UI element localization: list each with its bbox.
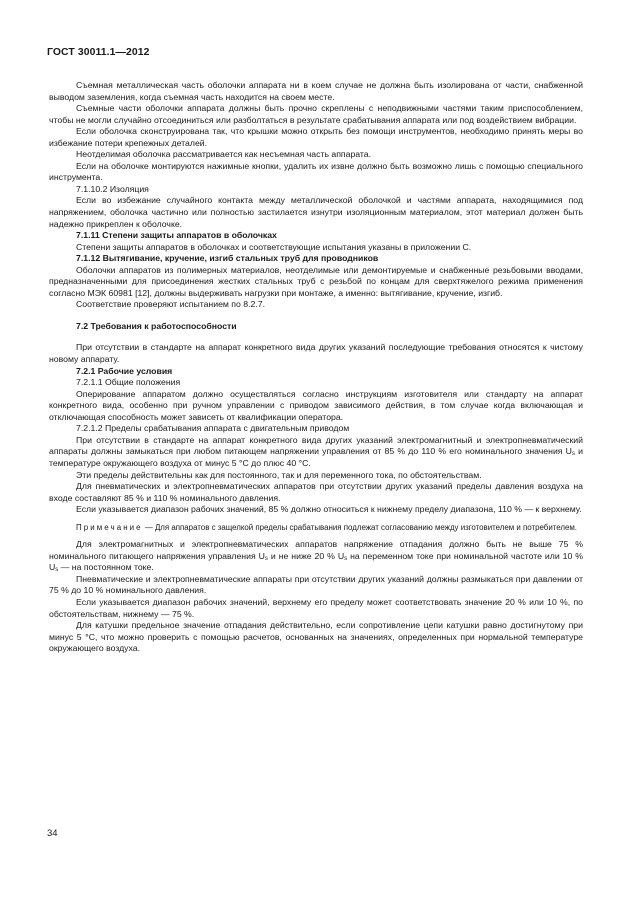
- note-label: Примечание: [76, 522, 143, 532]
- paragraph: Если на оболочке монтируются нажимные кнопки, удалить их извне должно быть возможно лишь с помощью специального инструмента.: [49, 160, 583, 183]
- paragraph-text: и температуре окружающего воздуха от минус 5 °С до плюс 40 °С.: [49, 446, 583, 468]
- paragraph: Если оболочка сконструирована так, что крышки можно открыть без помощи инструментов, необходимо принять меры во избежание потери крепежных деталей.: [49, 126, 583, 148]
- subscript: s: [55, 567, 59, 574]
- subsection-heading: 7.2.1.1 Общие положения: [76, 377, 181, 388]
- paragraph-text: и не ниже 20 % U: [267, 550, 345, 561]
- paragraph: Для пневматических и электропневматических аппаратов при отсутствии других указаний пределы давления воздуха на входе составляют 85 % и 110 % номинального давления.: [49, 481, 583, 503]
- paragraph-text: — на постоянном токе.: [58, 562, 154, 573]
- paragraph: Если указывается диапазон рабочих значений, 85 % должно относиться к нижнему пределу диапазона, 110 % — к верхнему.: [76, 504, 582, 515]
- subsection-heading: 7.1.10.2 Изоляция: [76, 183, 149, 194]
- paragraph: Если во избежание случайного контакта между металлической оболочкой и частями аппарата, находящимися под напряжением, оболочка частично или полностью застилается изнутри изоляционным материалом, этот материал должен быть надежно прикреплен к оболочке.: [49, 195, 583, 229]
- subscript: s: [571, 451, 575, 458]
- paragraph: [49, 435, 583, 470]
- section-heading: 7.1.12 Вытягивание, кручение, изгиб стальных труб для проводников: [76, 253, 379, 264]
- paragraph-text: При отсутствии в стандарте на аппарат конкретного вида других указаний электромагнитный и электропневматический аппараты должны замыкаться при любом питающем напряжении управления от 85 % до 110 % его номинального значения U: [49, 434, 583, 457]
- paragraph: Съемные части оболочки аппарата должны быть прочно скреплены с неподвижными частями таким приспособлением, чтобы не могли случайно отсоединиться или разболтаться в результате срабатывания аппарата или под воздействием вибрации.: [49, 103, 583, 125]
- paragraph-text: на переменном токе при номинальной частоте или 10 % U: [49, 550, 583, 573]
- paragraph: Оперирование аппаратом должно осуществляться согласно инструкциям изготовителя или стандарту на аппарат конкретного вида, особенно при ручном управлении с приводом зависимого действия, в том случае когда включающая и отключающая способность может зависеть от квалификации оператора.: [49, 388, 583, 422]
- section-heading: 7.2 Требования к работоспособности: [76, 320, 237, 331]
- document-header: ГОСТ 30011.1—2012: [47, 47, 150, 58]
- subscript: s: [264, 555, 268, 562]
- paragraph: Степени защиты аппаратов в оболочках и соответствующие испытания указаны в приложении С.: [76, 241, 472, 252]
- subscript: s: [344, 555, 348, 562]
- note-text: — Для аппаратов с защелкой пределы срабатывания подлежат согласованию между изготовителем и потребителем.: [142, 522, 577, 532]
- paragraph: Если указывается диапазон рабочих значений, верхнему его пределу может соответствовать значение 20 % или 10 %, по обстоятельствам, нижнему — 75 %.: [49, 596, 583, 619]
- page-body: [49, 80, 583, 655]
- note: [49, 522, 583, 534]
- paragraph: Съемная металлическая часть оболочки аппарата ни в коем случае не должна быть изолирована от части, снабженной выводом заземления, когда съемная часть находится на своем месте.: [49, 80, 583, 102]
- paragraph: [49, 539, 583, 574]
- paragraph: Пневматические и электропневматические аппараты при отсутствии других указаний должны размыкаться при давлении от 75 % до 10 % номинального давления.: [49, 573, 583, 596]
- paragraph: Соответствие проверяют испытанием по 8.2.7.: [76, 299, 265, 310]
- paragraph: Оболочки аппаратов из полимерных материалов, неотделимые или демонтируемые и снабженные резьбовыми вводами, предназначенными для присоединения жестких стальных труб с резьбой по концам для сверхтяжелого режима применения согласно МЭК 60981 [12], должны выдерживать нагрузки при монтаже, а именно: вытягивание, кручение, изгиб.: [49, 264, 583, 298]
- section-heading: 7.2.1 Рабочие условия: [76, 365, 173, 376]
- paragraph-text: Для электромагнитных и электропневматических аппаратов напряжение отпадания должно быть не выше 75 % номинального питающего напряжения управления U: [49, 539, 583, 561]
- page-number: 34: [47, 828, 58, 839]
- paragraph: Эти пределы действительны как для постоянного, так и для переменного тока, по обстоятельствам.: [76, 469, 482, 480]
- section-heading: 7.1.11 Степени защиты аппаратов в оболочках: [76, 230, 277, 241]
- paragraph: Неотделимая оболочка рассматривается как несъемная часть аппарата.: [76, 149, 372, 160]
- paragraph: При отсутствии в стандарте на аппарат конкретного вида других указаний последующие требования относятся к чистому новому аппарату.: [49, 342, 583, 365]
- paragraph: Для катушки предельное значение отпадания действительно, если сопротивление цепи катушки равно достигнутому при минус 5 °С, что можно проверить с помощью расчетов, основанных на значениях, определенных при нормальной температуре окружающего воздуха.: [49, 620, 583, 654]
- subsection-heading: 7.2.1.2 Пределы срабатывания аппарата с двигательным приводом: [76, 423, 350, 434]
